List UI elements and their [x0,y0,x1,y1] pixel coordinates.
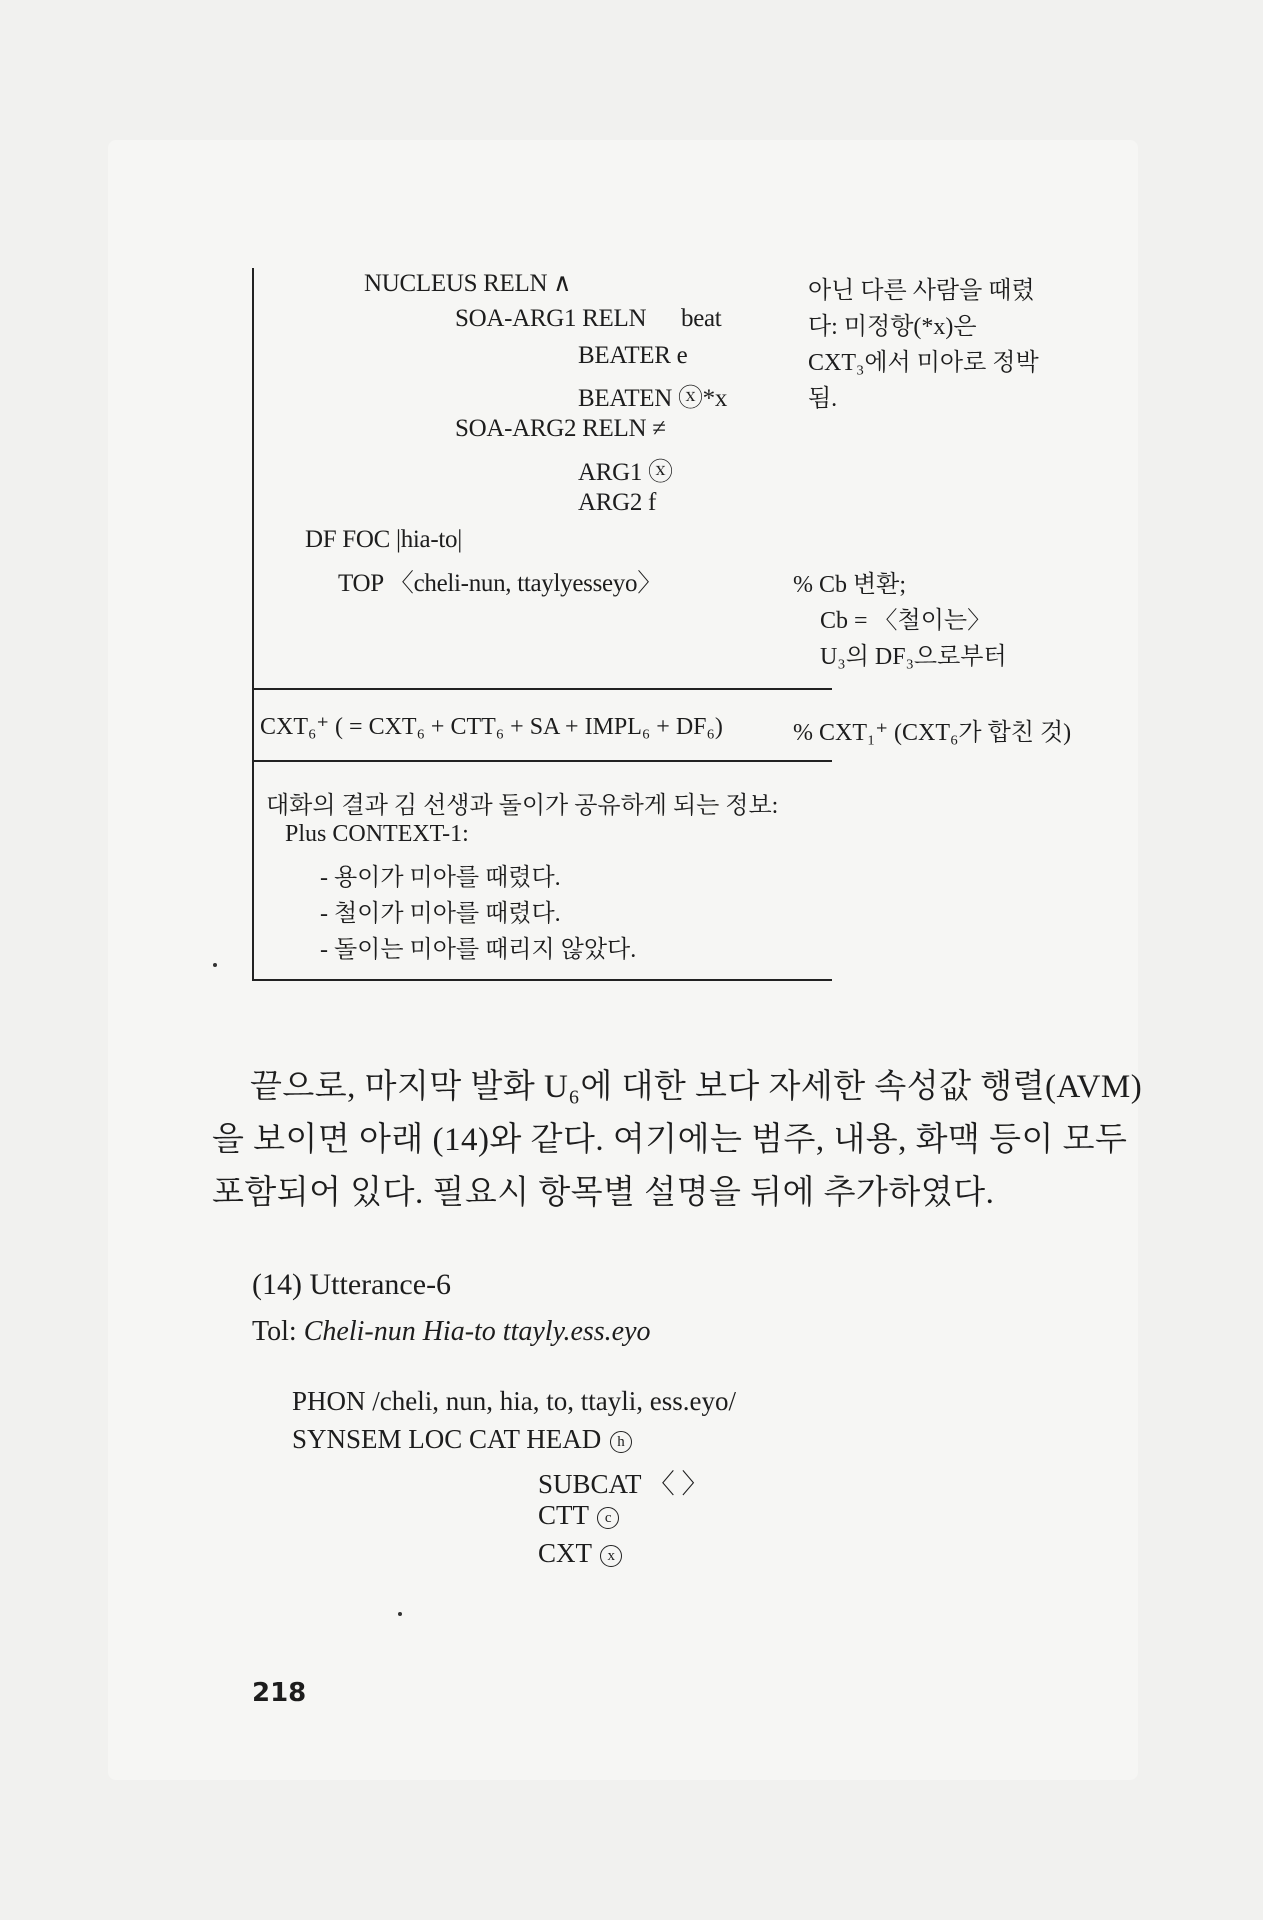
tol-text: Cheli-nun Hia-to ttayly.ess.eyo [303,1316,651,1347]
stray-dot-2 [398,1612,402,1616]
paragraph-line-1: 끝으로, 마지막 발화 U₆에 대한 보다 자세한 속성값 행렬(AVM) [250,1069,1143,1105]
ctt-label: CTT [538,1500,589,1530]
note1-line3: CXT₃에서 미아로 정박 [808,350,1039,376]
page-number: 218 [252,1678,307,1708]
avm-df-foc: DF FOC |hia-to| [305,526,462,553]
result-item-1: - 용이가 미아를 때렸다. [320,865,561,891]
result-item-3: - 돌이는 미아를 때리지 않았다. [320,937,637,963]
avm-ctt [538,1500,621,1531]
avm-soa-arg1-reln: SOA-ARG1 RELN [455,305,647,332]
avm-beat: beat [681,305,722,332]
result-heading: 대화의 결과 김 선생과 돌이가 공유하게 되는 정보: [266,793,779,819]
result-item-2: - 철이가 미아를 때렸다. [320,901,561,927]
note2-line3: U₃의 DF₃으로부터 [820,644,1007,670]
head-tag-circle: h [610,1431,632,1453]
box-left-rule [252,268,254,981]
rule-under-top-avm [252,688,832,690]
cxt-formula: CXT₆⁺ ( = CXT₆ + CTT₆ + SA + IMPL₆ + DF₆) [260,714,723,740]
avm-synsem [292,1424,634,1455]
paragraph-line-3: 포함되어 있다. 필요시 항목별 설명을 뒤에 추가하였다. [212,1175,995,1211]
box-bottom-rule [252,979,832,981]
result-plus-context: Plus CONTEXT-1: [285,821,469,847]
note1-line1: 아닌 다른 사람을 때렸 [808,278,1035,304]
avm-subcat: SUBCAT 〈 〉 [538,1469,709,1499]
note2-line2: Cb = 〈철이는〉 [820,608,992,634]
avm-arg1: ARG1 ⓧ [578,459,673,486]
avm-soa-arg2-reln: SOA-ARG2 RELN ≠ [455,415,666,442]
ctt-tag-circle: c [597,1507,619,1529]
stray-dot [213,963,217,967]
note1-line2: 다: 미정항(*x)은 [808,314,977,340]
avm-top: TOP 〈cheli-nun, ttaylyesseyo〉 [338,570,662,597]
avm-beaten: BEATEN ⓧ*x [578,385,728,412]
tol-label: Tol: [252,1316,297,1347]
note2-line1: % Cb 변환; [793,572,907,598]
cxt-comment: % CXT₁⁺ (CXT₆가 합친 것) [793,720,1072,746]
paragraph-line-2: 을 보이면 아래 (14)와 같다. 여기에는 범주, 내용, 화맥 등이 모두 [212,1122,1128,1158]
avm-nucleus-reln: NUCLEUS RELN ∧ [364,270,572,297]
example-label: (14) Utterance-6 [252,1268,452,1301]
avm-cxt [538,1538,624,1569]
synsem-path: SYNSEM LOC CAT HEAD [292,1424,602,1454]
avm-phon: PHON /cheli, nun, hia, to, ttayli, ess.eyo/ [292,1386,736,1416]
rule-under-cxt-formula [252,760,832,762]
note1-line4: 됨. [808,386,838,412]
avm-beater: BEATER e [578,342,688,369]
example-tol [252,1316,651,1348]
cxt-label: CXT [538,1538,592,1568]
avm-arg2: ARG2 f [578,489,657,516]
cxt-tag-circle: x [600,1545,622,1567]
